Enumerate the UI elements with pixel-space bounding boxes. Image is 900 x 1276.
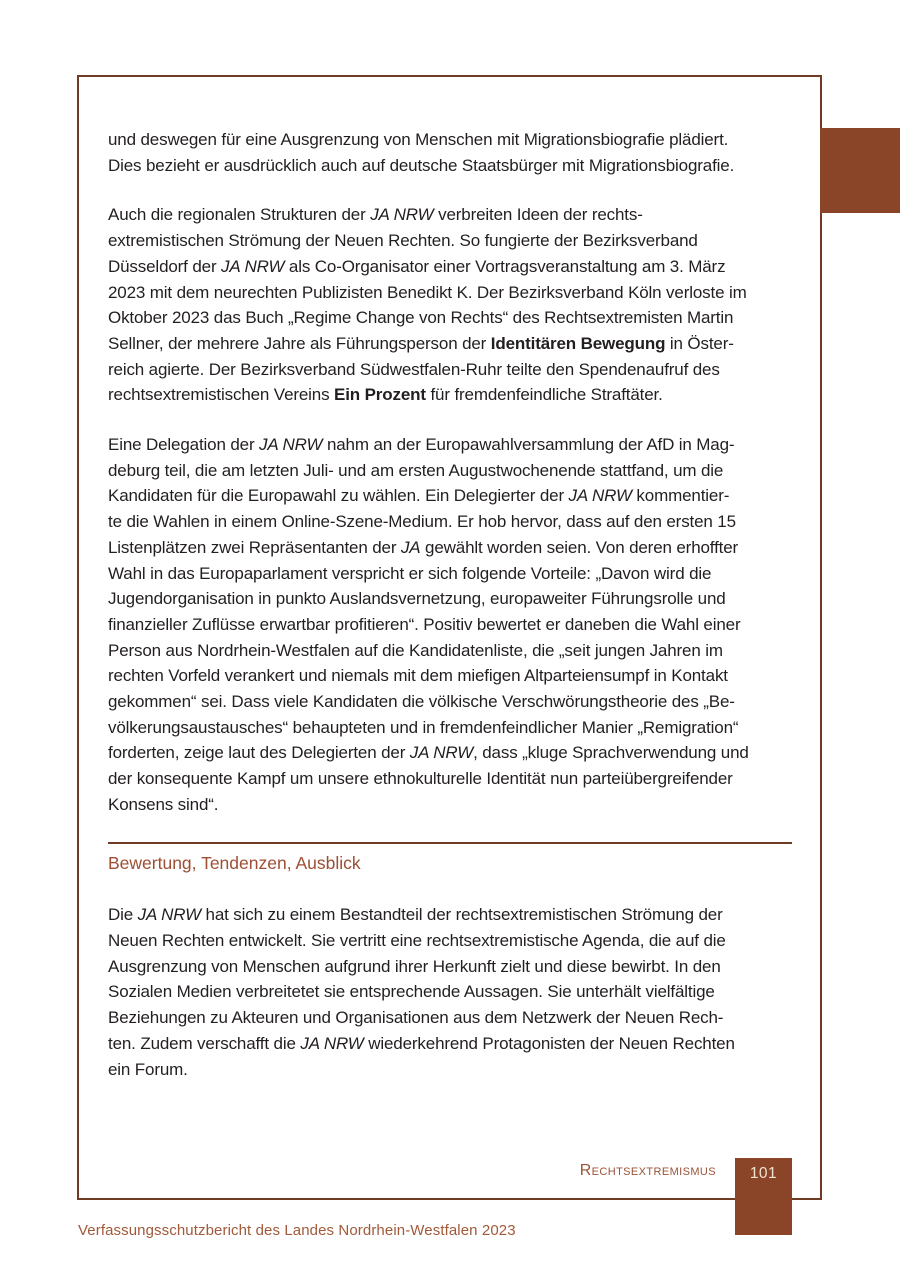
body-paragraph: und deswegen für eine Ausgrenzung von Menschen mit Migrationsbiografie plädiert. Dies bezieht er ausdrücklich auch auf deutsche Staatsbürger mit Migrationsbiografie. xyxy=(108,130,735,175)
body-text-top xyxy=(108,127,792,818)
report-title-caption: Verfassungsschutzbericht des Landes Nordrhein-Westfalen 2023 xyxy=(78,1222,516,1239)
chapter-side-tab xyxy=(820,128,900,213)
section-divider xyxy=(108,842,792,844)
body-paragraph: Die JA NRW hat sich zu einem Bestandteil der rechtsextremistischen Strömung der Neuen Rechten entwickelt. Sie vertritt eine rechtsextremistische Agenda, die auf die Ausgrenzung von Menschen aufgrund ihrer Herkunft zielt und diese bewirbt. In den Sozialen Medien verbreitetet sie entsprechende Aussagen. Sie unterhält vielfältige Beziehungen zu Akteuren und Organisationen aus dem Netzwerk der Neuen Rech- ten. Zudem verschafft die JA NRW wiederkehrend Protagonisten der Neuen Rechten ein Forum. xyxy=(108,905,735,1079)
page-number: 101 xyxy=(749,1165,778,1182)
page-number-box xyxy=(735,1158,792,1235)
body-paragraph: Eine Delegation der JA NRW nahm an der Europawahlversammlung der AfD in Mag- deburg teil, die am letzten Juli- und am ersten Augustwochenende stattfand, um die Kandidaten für die Europawahl zu wählen. Ein Delegierter der JA NRW kommentier- te die Wahlen in einem Online-Szene-Medium. Er hob hervor, dass auf den ersten 15 Listenplätzen zwei Repräsentanten der JA gewählt worden seien. Von deren erhoffter Wahl in das Europaparlament verspricht er sich folgende Vorteile: „Davon wird die Jugendorganisation in punkto Auslandsvernetzung, europaweiter Führungsrolle und finanzieller Zuflüsse erwartbar profitieren“. Positiv bewertet er daneben die Wahl einer Person aus Nordrhein-Westfalen auf die Kandidatenliste, die „seit jungen Jahren im rechten Vorfeld verankert und niemals mit dem miefigen Altparteiensumpf in Kontakt gekommen“ sei. Dass viele Kandidaten die völkische Verschwörungstheorie des „Be- völkerungsaustausches“ behaupteten und in fremdenfeindlicher Manier „Remigration“ forderten, zeige laut des Delegierten der JA NRW, dass „kluge Sprachverwendung und der konsequente Kampf um unsere ethnokulturelle Identität nun parteiübergreifender Konsens sind“. xyxy=(108,435,749,814)
page-content xyxy=(108,127,792,1106)
section-heading: Bewertung, Tendenzen, Ausblick xyxy=(108,852,361,873)
running-footer-chapter: Rechtsextremismus xyxy=(579,1162,716,1179)
body-paragraph: Auch die regionalen Strukturen der JA NRW verbreiten Ideen der rechts- extremistischen Strömung der Neuen Rechten. So fungierte der Bezirksverband Düsseldorf der JA NRW als Co-Organisator einer Vortragsveranstaltung am 3. März 2023 mit dem neurechten Publizisten Benedikt K. Der Bezirksverband Köln verloste im Oktober 2023 das Buch „Regime Change von Rechts“ des Rechtsextremisten Martin Sellner, der mehrere Jahre als Führungsperson der Identitären Bewegung in Öster- reich agierte. Der Bezirksverband Südwestfalen-Ruhr teilte den Spendenaufruf des rechtsextremistischen Vereins Ein Prozent für fremdenfeindliche Straftäter. xyxy=(108,205,747,405)
body-text-bottom xyxy=(108,902,792,1082)
